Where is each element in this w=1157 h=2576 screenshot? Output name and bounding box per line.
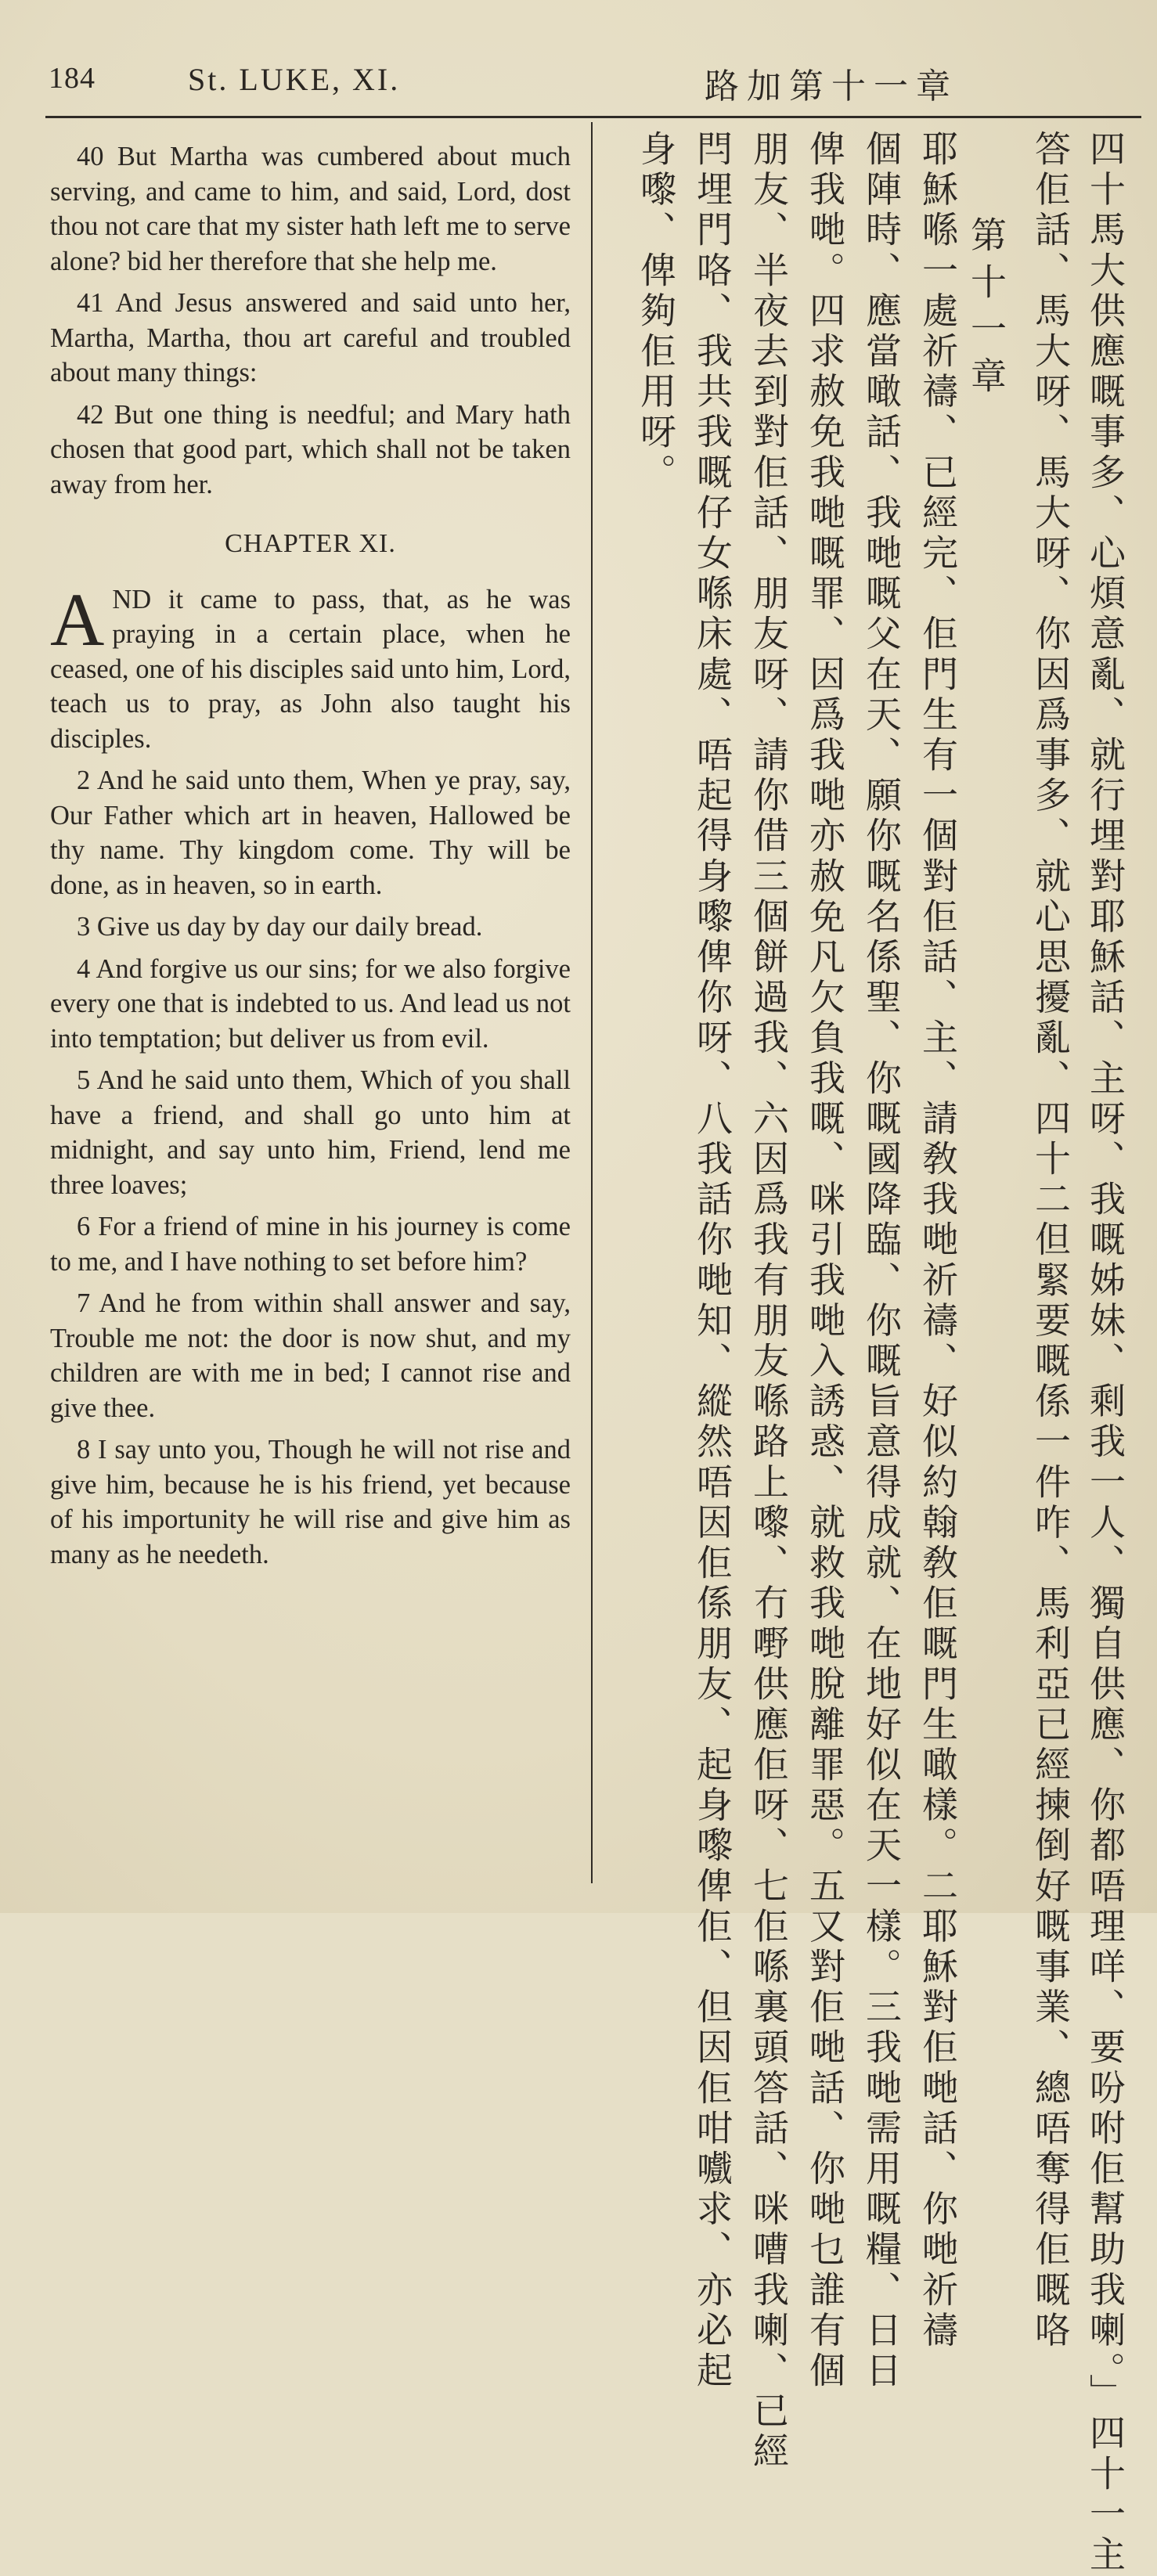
verse-1-text: ND it came to pass, that, as he was praying in a certain place, when he ceased, one of his disciples said unto him, Lord, teach us to pray, as John also taught his disciples. [50, 584, 571, 754]
verse-7: 7 And he from within shall answer and say, Trouble me not: the door is now shut, and my children are with me in bed; I cannot rise and give thee. [50, 1288, 571, 1423]
chinese-running-title: 路加第十一章 [705, 67, 958, 106]
chinese-text-column: 朋友、半夜去到對佢話、朋友呀、請你借三個餅過我、六因爲我有朋友喺路上嚟、冇嘢供應佢呀、七佢喺裏頭答話、咪嘈我喇、已經 [748, 130, 790, 2473]
verse-40: 40 But Martha was cumbered about much serving, and came to him, and said, Lord, dost thou not care that my sister hath left me to serve alone? bid her therefore that she help me. [50, 142, 571, 276]
chinese-text-column: 身嚟、俾夠佢用呀。 [635, 130, 677, 494]
chinese-text-column: 耶穌喺一處祈禱、已經完、佢門生有一個對佢話、主、請敎我哋祈禱、好似約翰敎佢嘅門生噉樣。二耶穌對佢哋話、你哋祈禱 [917, 130, 959, 2351]
chinese-text-column: 閂埋門咯、我共我嘅仔女喺床處、唔起得身嚟俾你呀、八我話你哋知、縱然唔因佢係朋友、起身嚟俾佢、但因佢咁嚱求、亦必起 [691, 130, 733, 2392]
verse-4: 4 And forgive us our sins; for we also forgive every one that is indebted to us. And lead us not into temptation; but deliver us from evil. [50, 953, 571, 1054]
drop-cap: A [50, 577, 105, 661]
verse-1 [50, 577, 571, 757]
verse-42: 42 But one thing is needful; and Mary hath chosen that good part, which shall not be taken away from her. [50, 399, 571, 499]
chinese-text-column: 俾我哋。四求赦免我哋嘅罪、因爲我哋亦赦免凡欠負我嘅、咪引我哋入誘惑、就救我哋脫離罪惡。五又對佢哋話、你哋乜誰有個 [804, 130, 846, 2392]
chinese-text-column: 四十馬大供應嘅事多、心煩意亂、就行埋對耶穌話、主呀、我嘅姊妹、剩我一人、獨自供應、你都唔理咩、要吩咐佢幫助我喇。」四十一主 [1084, 130, 1126, 2576]
running-title: St. LUKE, XI. [188, 62, 401, 97]
chinese-text-column: 個陣時、應當噉話、我哋嘅父在天、願你嘅名係聖、你嘅國降臨、你嘅旨意得成就、在地好似在天一樣。三我哋需用嘅糧、日日 [860, 130, 903, 2392]
chapter-heading: CHAPTER XI. [225, 529, 396, 558]
chinese-chapter-heading: 第十一章 [965, 216, 1007, 404]
verse-6: 6 For a friend of mine in his journey is come to me, and I have nothing to set before him? [50, 1212, 571, 1277]
verse-8: 8 I say unto you, Though he will not rise and give him, because he is his friend, yet because of his importunity he will rise and give him as many as he needeth. [50, 1435, 571, 1569]
verse-41: 41 And Jesus answered and said unto her, Martha, Martha, thou art careful and troubled about many things: [50, 288, 571, 387]
verse-3: 3 Give us day by day our daily bread. [77, 912, 483, 942]
chinese-text-column: 答佢話、馬大呀、馬大呀、你因爲事多、就心思擾亂、四十二但緊要嘅係一件咋、馬利亞已經揀倒好嘅事業、總唔奪得佢嘅咯 [1029, 130, 1072, 2351]
column-divider [591, 122, 593, 1883]
header-rule [45, 116, 1141, 118]
english-column [50, 139, 571, 1579]
page-number: 184 [49, 62, 96, 95]
chinese-column-area [607, 130, 1131, 2576]
verse-5: 5 And he said unto them, Which of you shall have a friend, and shall go unto him at midnight, and say unto him, Friend, lend me three loaves; [50, 1065, 571, 1200]
verse-2: 2 And he said unto them, When ye pray, say, Our Father which art in heaven, Hallowed be thy name. Thy kingdom come. Thy will be done, as in heaven, so in earth. [50, 766, 571, 900]
